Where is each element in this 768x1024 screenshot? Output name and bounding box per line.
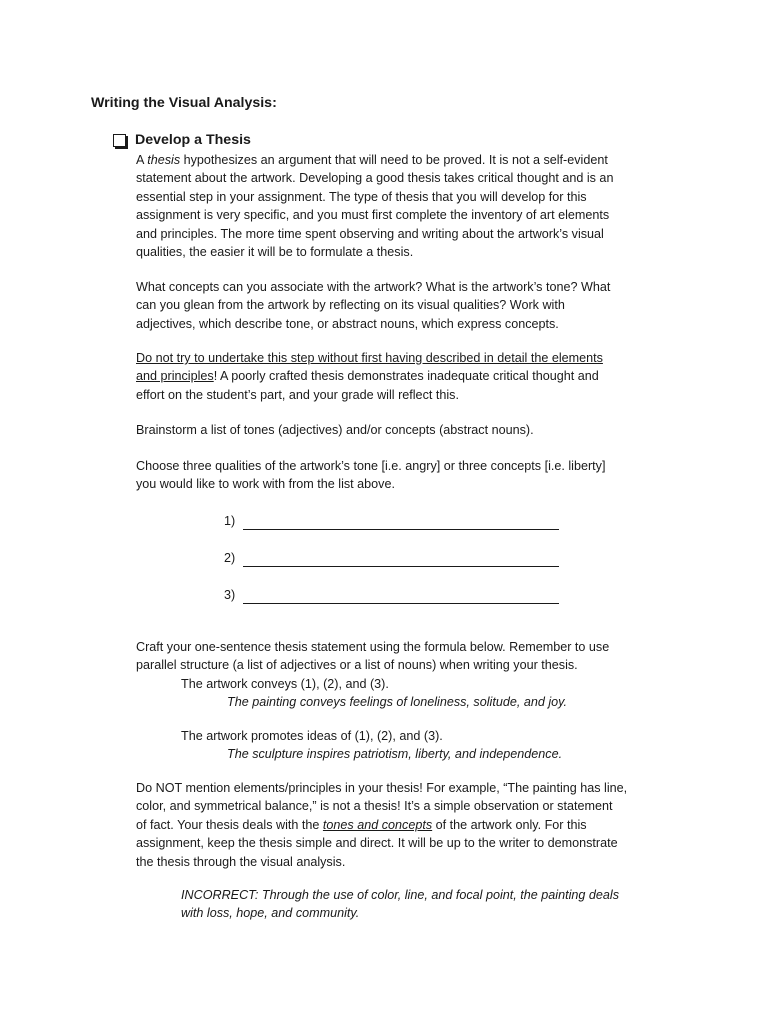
section-heading [113,131,251,149]
formula-line: The artwork promotes ideas of (1), (2), and (3). [181,729,443,743]
formula-line: The artwork conveys (1), (2), and (3). [181,676,389,691]
paragraph-choose [136,457,676,494]
text-line: adjectives, which describe tone, or abstract nouns, which express concepts. [136,316,559,331]
example-line: The painting conveys feelings of loneliness, solitude, and joy. [227,695,568,710]
text-line: Craft your one-sentence thesis statement using the formula below. Remember to use [136,640,610,654]
blank-number: 1) [224,514,236,528]
text-line: A thesis hypothesizes an argument that will need to be proved. It is not a self-evident [136,153,608,167]
section-heading-label: Develop a Thesis [135,132,251,148]
text-line: of fact. Your thesis deals with the tones and concepts of the artwork only. For this [136,817,587,832]
text-line: color, and symmetrical balance,” is not a thesis! It’s a simple observation or statement [136,799,613,814]
paragraph-thesis-intro [136,151,676,261]
text-line: qualities, the easier it will be to formulate a thesis. [136,245,414,260]
blank-number: 3) [224,588,236,602]
text-line: Do NOT mention elements/principles in your thesis! For example, “The painting has line, [136,781,628,795]
blank-item-3 [224,586,559,604]
tones-concepts-emphasis: tones and concepts [322,817,433,832]
text-line: Choose three qualities of the artwork’s tone [i.e. angry] or three concepts [i.e. liberty] [136,459,606,473]
text-line: with loss, hope, and community. [181,906,360,921]
paragraph-craft-thesis [136,638,676,712]
paragraph-concepts [136,278,676,333]
paragraph-do-not-mention [136,779,676,871]
text-line: INCORRECT: Through the use of color, line, and focal point, the painting deals [181,888,619,902]
text-line: essential step in your assignment. The type of thesis that you will develop for this [136,189,587,204]
incorrect-example [136,886,676,923]
checkbox-icon[interactable] [113,134,126,147]
text-line: parallel structure (a list of adjectives or a list of nouns) when writing your thesis. [136,658,578,673]
page-title: Writing the Visual Analysis: [91,95,277,111]
paragraph-formula-2 [136,727,676,764]
text-line: effort on the student’s part, and your grade will reflect this. [136,387,459,402]
blank-answer-line[interactable] [243,517,559,530]
example-line: The sculpture inspires patriotism, liberty, and independence. [227,747,563,762]
paragraph-warning [136,349,676,404]
thesis-term: thesis [147,153,181,167]
text-line: the thesis through the visual analysis. [136,854,346,869]
text-line: and principles. The more time spent observing and writing about the artwork’s visual [136,226,604,241]
text-line: assignment, keep the thesis simple and direct. It will be up to the writer to demonstrate [136,836,618,851]
text-line: Brainstorm a list of tones (adjectives) and/or concepts (abstract nouns). [136,423,534,437]
paragraph-brainstorm [136,421,676,439]
blank-item-1 [224,512,559,530]
blank-answer-line[interactable] [243,591,559,604]
text-line: and principles! A poorly crafted thesis demonstrates inadequate critical thought and [136,369,599,384]
text-line: statement about the artwork. Developing a good thesis takes critical thought and is an [136,171,614,186]
text-line: assignment is very specific, and you must first complete the inventory of art elements [136,208,610,223]
blank-number: 2) [224,551,236,565]
text-line: Do not try to undertake this step without first having described in detail the elements [136,351,603,365]
text-line: What concepts can you associate with the artwork? What is the artwork’s tone? What [136,280,611,294]
blank-item-2 [224,549,559,567]
text-line: can you glean from the artwork by reflecting on its visual qualities? Work with [136,298,565,313]
text-line: you would like to work with from the list above. [136,477,395,492]
blank-answer-line[interactable] [243,554,559,567]
